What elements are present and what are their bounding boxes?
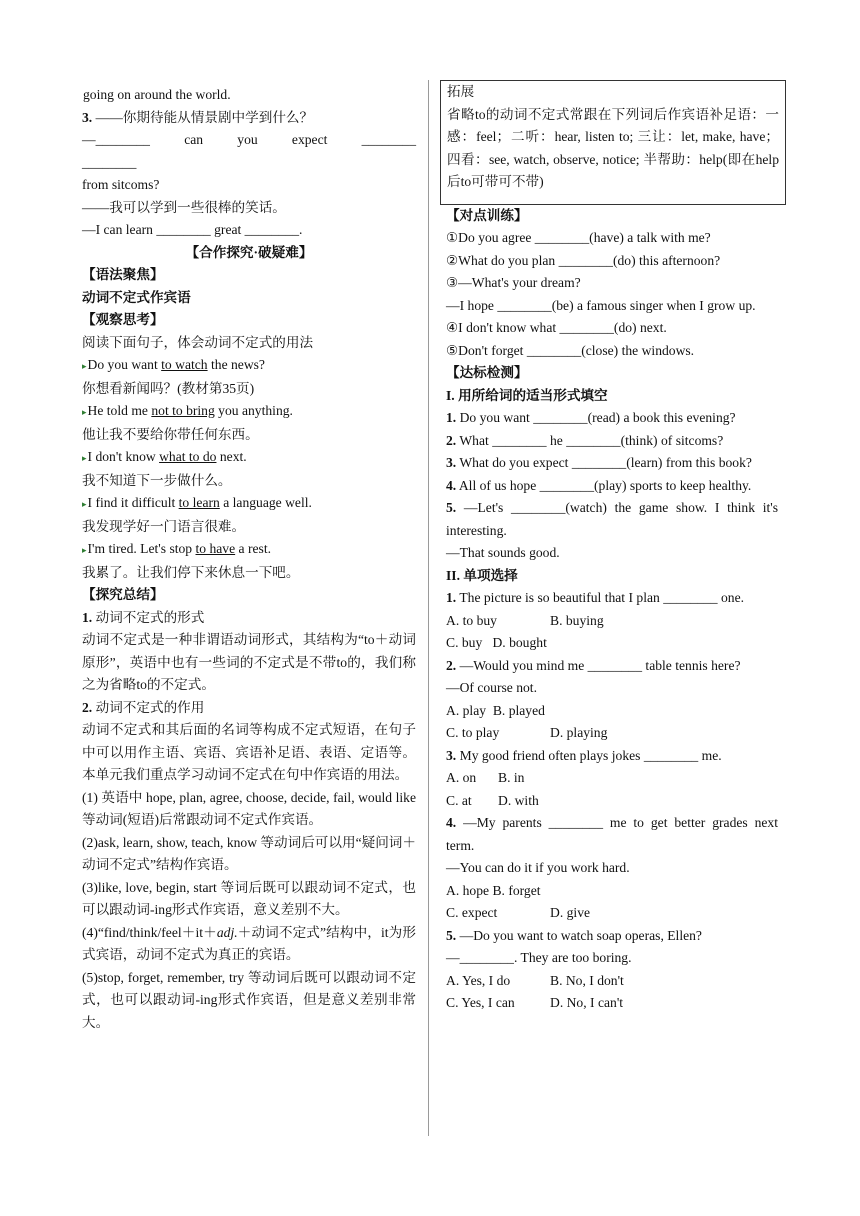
choice-options [446,970,778,993]
option-a: A. on [446,770,477,785]
option-b: B. played [492,702,545,718]
part-ii-title: II. 单项选择 [446,567,518,583]
example-sentence [82,354,416,378]
item-text: All of us hope ________(play) sports to keep healthy. [456,477,752,493]
choice-question [446,587,778,610]
drill-item: ①Do you agree ________(have) a talk with me? [446,230,711,245]
drill-item: —I hope ________(be) a famous singer when I grow up. [446,297,756,313]
choice-options [446,790,778,813]
text-line: ——我可以学到一些很棒的笑话。 [82,199,286,215]
extension-text: 省略to的动词不定式常跟在下列词后作宾语补足语：一感：feel；二听：hear, listen to; 三让：let, make, have；四看：see, watch, observe, notice; 半帮助：help(即在help后to可带可不带) [447,106,779,189]
column-divider [428,80,429,1136]
point-number: 1. [82,609,93,625]
point-number: 2. [82,699,93,715]
option-c: C. Yes, I can [446,995,515,1010]
drill-item: ②What do you plan ________(do) this afternoon? [446,252,721,268]
choice-options [446,992,778,1015]
observe-heading: 【观察思考】 [82,312,164,327]
option-a: A. to buy [446,612,497,628]
rule-text: (4)“find/think/feel＋it＋ [82,924,217,940]
example-translation: 我发现学好一门语言很难。 [82,518,246,534]
item-number: 1. [446,590,457,605]
choice-options [446,880,778,903]
fill-item [446,452,778,475]
example-text: the news? [207,357,265,372]
extension-title: 拓展 [447,84,475,99]
item-number: 3. [446,747,457,763]
text-line: going on around the world. [83,87,231,102]
question-3 [82,107,416,130]
question-number: 3. [82,109,93,125]
rule-italic: adj. [216,924,238,940]
underlined-phrase: to watch [161,357,208,372]
point-title: 动词不定式的作用 [92,699,205,715]
choice-options [446,902,778,925]
fill-item [446,475,778,498]
item-number: 1. [446,410,457,425]
example-text: I don't know [87,449,160,464]
item-text: Do you want ________(read) a book this evening? [456,410,736,425]
section-title: 【合作探究·破疑难】 [185,244,313,260]
choice-reply: —Of course not. [446,680,537,695]
example-sentence [82,492,416,516]
example-translation: 你想看新闻吗？(教材第35页) [82,380,255,396]
point-title: 动词不定式的形式 [92,609,205,625]
underlined-phrase: to have [195,541,236,556]
choice-options [446,767,778,790]
rule-text: ＋动词不定式”结构中，it为形式宾语，动词不定式为真正的宾语。 [82,924,416,962]
drill-item: ④I don't know what ________(do) next. [446,320,667,335]
choice-question [446,745,778,768]
option-a: A. play [446,702,487,718]
text-line: from sitcoms? [82,177,160,192]
item-number: 4. [446,477,457,493]
option-c: C. expect [446,905,498,920]
option-d: D. No, I can't [550,995,624,1010]
example-text: I'm tired. Let's stop [87,541,196,556]
option-b: B. forget [492,882,541,898]
item-number: 3. [446,455,457,470]
option-c: C. at [446,792,472,808]
option-d: D. playing [550,725,608,740]
item-text: What do you expect ________(learn) from this book? [456,455,752,470]
choice-options [446,632,778,655]
question-text: ——你期待能从情景剧中学到什么？ [95,109,314,125]
example-text: I find it difficult [87,495,179,510]
underlined-phrase: not to bring [151,403,215,418]
summary-point-title [82,697,416,720]
drill-item: ③—What's your dream? [446,275,581,290]
example-sentence [82,538,416,562]
usage-rule [82,922,416,967]
grammar-heading: 【语法聚焦】 [82,267,164,282]
underlined-phrase: to learn [178,495,220,510]
left-column [82,84,416,1034]
example-translation: 我累了。让我们停下来休息一下吧。 [82,564,300,580]
option-b: B. buying [550,612,604,628]
item-number: 5. [446,500,457,515]
example-translation: 我不知道下一步做什么。 [82,472,232,488]
example-text: you anything. [214,403,293,418]
choice-question [446,812,778,857]
example-text: a language well. [219,495,312,510]
example-sentence [82,400,416,424]
choice-reply: —________. They are too boring. [446,950,632,965]
fill-item [446,497,778,542]
text-line: —I can learn ________ great ________. [82,222,303,237]
option-b: B. in [498,770,525,785]
item-text: —My parents ________ me to get better grades next term. [446,815,778,853]
option-a: A. hope [446,882,490,898]
option-d: D. give [550,905,591,920]
item-text: My good friend often plays jokes ________ me. [456,747,722,763]
item-text: The picture is so beautiful that I plan ________ one. [456,590,745,605]
option-d: D. bought [492,635,547,650]
item-text: —Let's ________(watch) the game show. I think it's interesting. [446,500,778,538]
option-c: C. buy [446,635,483,650]
item-text: What ________ he ________(think) of sitcoms? [456,432,724,448]
fill-item [446,430,778,453]
example-text: He told me [87,403,152,418]
question-3-english: —________ can you expect ________ ________ [82,132,416,170]
observe-intro: 阅读下面句子，体会动词不定式的用法 [82,334,314,350]
usage-rule: (2)ask, learn, show, teach, know 等动词后可以用“疑问词＋动词不定式”结构作宾语。 [82,834,416,872]
option-a: A. Yes, I do [446,972,511,988]
option-d: D. with [498,792,539,808]
fill-item [446,407,778,430]
drill-item: ⑤Don't forget ________(close) the windows. [446,342,695,358]
usage-rule: (3)like, love, begin, start 等词后既可以跟动词不定式，也可以跟动词-ing形式作宾语，意义差别不大。 [82,879,416,917]
summary-paragraph: 动词不定式是一种非谓语动词形式，其结构为“to＋动词原形”，英语中也有一些词的不定式是不带to的，我们称之为省略to的不定式。 [82,632,416,692]
choice-options [446,610,778,633]
item-text: —Do you want to watch soap operas, Ellen? [456,927,702,943]
underlined-phrase: what to do [159,449,217,464]
extension-box [440,80,786,205]
summary-heading: 【探究总结】 [82,587,164,602]
summary-point-title [82,607,416,630]
choice-options [446,722,778,745]
choice-options [446,700,778,723]
fill-item-reply: —That sounds good. [446,545,560,560]
choice-reply: —You can do it if you work hard. [446,860,630,875]
grammar-topic: 动词不定式作宾语 [82,289,191,305]
item-number: 4. [446,815,457,830]
item-number: 5. [446,927,457,943]
option-b: B. No, I don't [550,972,624,988]
right-column [446,84,778,1015]
usage-rule: (5)stop, forget, remember, try 等动词后既可以跟动词不定式，也可以跟动词-ing形式作宾语，但是意义差别非常大。 [82,969,416,1030]
drill-heading: 【对点训练】 [446,207,528,223]
summary-paragraph: 动词不定式和其后面的名词等构成不定式短语，在句子中可以用作主语、宾语、宾语补足语、表语、定语等。本单元我们重点学习动词不定式在句中作宾语的用法。 [82,722,416,782]
example-sentence [82,446,416,470]
item-number: 2. [446,432,457,448]
example-text: next. [216,449,247,464]
example-text: a rest. [235,541,271,556]
item-number: 2. [446,657,457,673]
part-i-title: I. 用所给词的适当形式填空 [446,387,608,403]
example-text: Do you want [87,357,162,372]
test-heading: 【达标检测】 [446,365,528,380]
choice-question [446,655,778,678]
example-translation: 他让我不要给你带任何东西。 [82,426,259,442]
option-c: C. to play [446,725,500,740]
usage-rule: (1) 英语中 hope, plan, agree, choose, decide, fail, would like 等动词(短语)后常跟动词不定式作宾语。 [82,789,416,827]
item-text: —Would you mind me ________ table tennis here? [456,657,741,673]
choice-question [446,925,778,948]
